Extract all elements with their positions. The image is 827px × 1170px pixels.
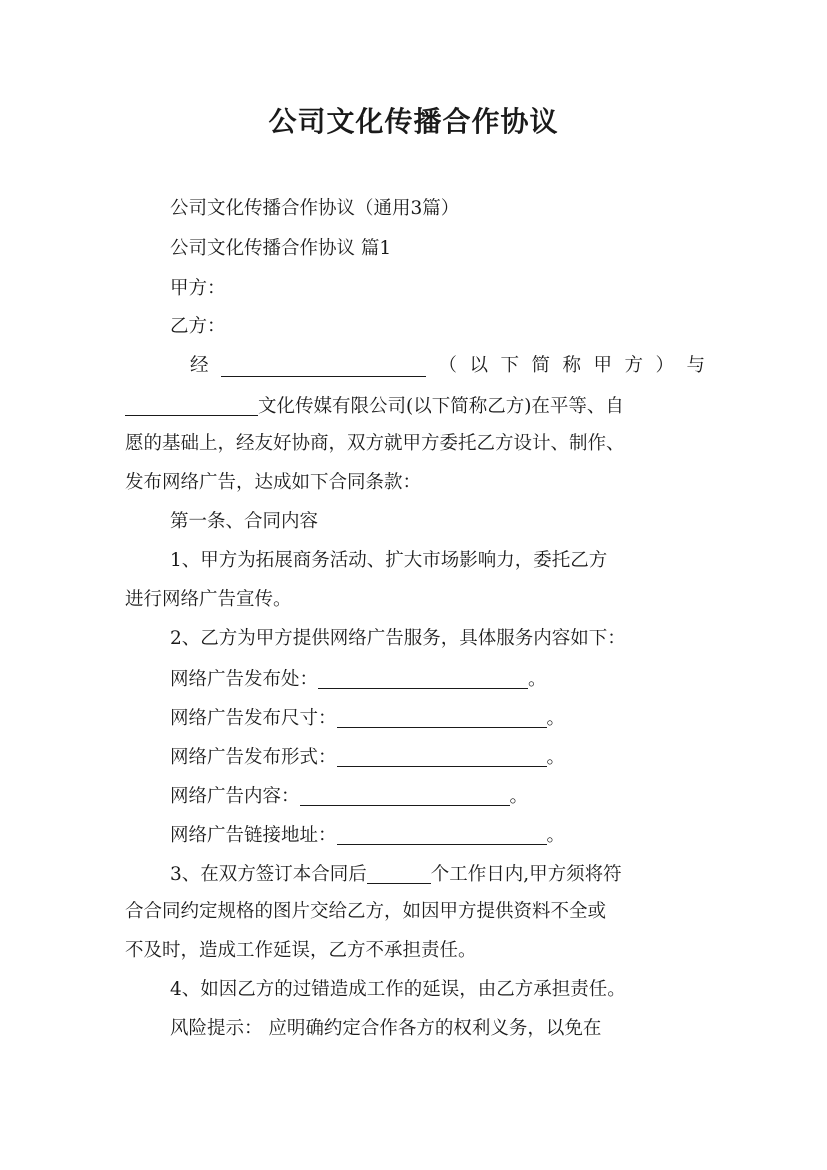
- intro-char: 下: [500, 355, 519, 376]
- party-b-label: 乙方：: [170, 316, 226, 337]
- item-1-line-1: 1、甲方为拓展商务活动、扩大市场影响力，委托乙方: [170, 550, 608, 571]
- item-4: 4、如因乙方的过错造成工作的延误，由乙方承担责任。: [170, 979, 626, 1000]
- party-b-name-blank: [125, 396, 258, 416]
- intro-line-1: [190, 357, 705, 377]
- intro-char: 经: [190, 355, 209, 376]
- field-label: 网络广告发布处：: [170, 668, 319, 690]
- intro-line-2-text: 文化传媒有限公司(以下简称乙方)在平等、自: [258, 395, 624, 417]
- intro-char: 以: [469, 355, 488, 376]
- item-3-text-a: 3、在双方签订本合同后: [170, 863, 367, 885]
- item-3-line-2: 合合同约定规格的图片交给乙方，如因甲方提供资料不全或: [125, 901, 607, 922]
- section-title: 公司文化传播合作协议 篇1: [170, 238, 392, 259]
- intro-line-2: [125, 396, 715, 416]
- intro-char: 方: [624, 355, 643, 376]
- party-a-label: 甲方：: [170, 278, 226, 299]
- field-period: 。: [509, 785, 529, 807]
- field-period: 。: [546, 707, 566, 729]
- item-3-line-1: [170, 864, 715, 884]
- document-title: 公司文化传播合作协议: [268, 105, 559, 138]
- field-blank: [300, 786, 510, 806]
- field-link: [170, 825, 715, 845]
- field-publish-place: [170, 669, 715, 689]
- risk-line: 风险提示： 应明确约定合作各方的权利义务，以免在: [170, 1018, 602, 1039]
- field-blank: [337, 708, 547, 728]
- intro-line-4: 发布网络广告，达成如下合同条款：: [125, 472, 422, 493]
- field-period: 。: [546, 746, 566, 768]
- intro-line-3: 愿的基础上，经友好协商，双方就甲方委托乙方设计、制作、: [125, 433, 625, 454]
- intro-char: 称: [562, 355, 581, 376]
- intro-char: 甲: [593, 355, 612, 376]
- party-a-name-blank: [221, 357, 426, 377]
- intro-char: 简: [531, 355, 550, 376]
- field-label: 网络广告链接地址：: [170, 824, 337, 846]
- intro-char: 与: [686, 355, 705, 376]
- field-label: 网络广告内容：: [170, 785, 300, 807]
- document-subtitle: 公司文化传播合作协议（通用3篇）: [170, 198, 460, 219]
- item-1-line-2: 进行网络广告宣传。: [125, 589, 292, 610]
- intro-char: ）: [655, 355, 674, 376]
- field-publish-size: [170, 708, 715, 728]
- intro-char: （: [438, 355, 457, 376]
- field-blank: [318, 669, 528, 689]
- field-content: [170, 786, 715, 806]
- field-label: 网络广告发布尺寸：: [170, 707, 337, 729]
- field-period: 。: [528, 668, 547, 690]
- field-blank: [337, 825, 547, 845]
- field-period: 。: [546, 824, 566, 846]
- item-2: 2、乙方为甲方提供网络广告服务，具体服务内容如下：: [170, 628, 626, 649]
- field-publish-form: [170, 747, 715, 767]
- field-label: 网络广告发布形式：: [170, 746, 337, 768]
- article-1-title: 第一条、合同内容: [170, 511, 319, 532]
- item-3-text-b: 个工作日内,甲方须将符: [430, 863, 622, 885]
- days-blank: [367, 864, 431, 884]
- item-3-line-3: 不及时，造成工作延误，乙方不承担责任。: [125, 940, 477, 961]
- field-blank: [337, 747, 547, 767]
